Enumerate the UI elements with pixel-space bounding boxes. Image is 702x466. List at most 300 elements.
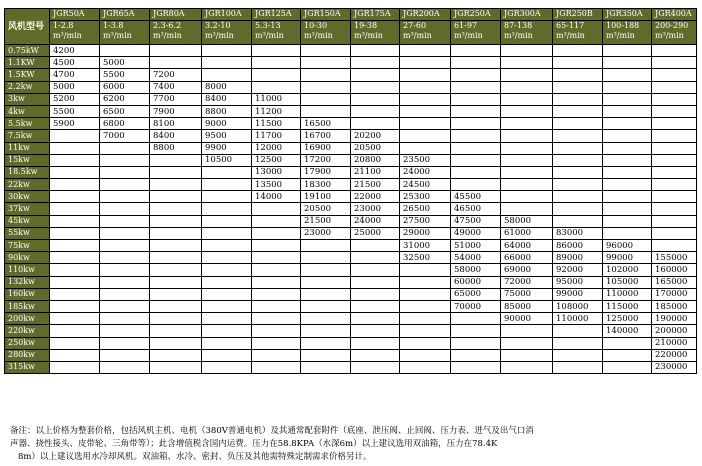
empty-cell	[202, 215, 252, 227]
table-row	[5, 215, 697, 227]
price-cell: 70000	[451, 300, 501, 312]
empty-cell	[603, 337, 652, 349]
empty-cell	[652, 130, 697, 142]
table-row	[5, 264, 697, 276]
empty-cell	[451, 313, 501, 325]
price-cell: 17200	[301, 154, 351, 166]
empty-cell	[301, 264, 351, 276]
empty-cell	[451, 81, 501, 93]
empty-cell	[100, 227, 150, 239]
empty-cell	[202, 276, 252, 288]
empty-cell	[50, 264, 100, 276]
flow-range-header: 61-97 m³/min	[451, 21, 501, 45]
empty-cell	[100, 276, 150, 288]
price-cell: 11500	[252, 118, 301, 130]
price-cell: 24500	[400, 179, 451, 191]
empty-cell	[50, 288, 100, 300]
empty-cell	[501, 45, 553, 57]
empty-cell	[301, 57, 351, 69]
table-row	[5, 325, 697, 337]
empty-cell	[501, 142, 553, 154]
empty-cell	[351, 361, 400, 373]
empty-cell	[553, 57, 603, 69]
price-cell: 47500	[451, 215, 501, 227]
empty-cell	[451, 361, 501, 373]
empty-cell	[202, 325, 252, 337]
price-cell: 49000	[451, 227, 501, 239]
empty-cell	[451, 105, 501, 117]
price-cell: 23000	[301, 227, 351, 239]
empty-cell	[150, 288, 202, 300]
empty-cell	[652, 45, 697, 57]
price-cell: 165000	[652, 276, 697, 288]
price-cell: 108000	[553, 300, 603, 312]
price-cell: 7200	[150, 69, 202, 81]
table-row	[5, 105, 697, 117]
empty-cell	[252, 69, 301, 81]
empty-cell	[202, 45, 252, 57]
table-row	[5, 69, 697, 81]
empty-cell	[202, 288, 252, 300]
price-cell: 220000	[652, 349, 697, 361]
empty-cell	[202, 227, 252, 239]
price-cell: 8400	[150, 130, 202, 142]
price-cell: 4700	[50, 69, 100, 81]
empty-cell	[301, 337, 351, 349]
empty-cell	[202, 349, 252, 361]
empty-cell	[100, 300, 150, 312]
empty-cell	[100, 179, 150, 191]
empty-cell	[100, 264, 150, 276]
price-cell: 5000	[50, 81, 100, 93]
price-cell: 4200	[50, 45, 100, 57]
empty-cell	[100, 166, 150, 178]
empty-cell	[501, 154, 553, 166]
model-header: JGR80A	[150, 9, 202, 21]
empty-cell	[50, 276, 100, 288]
empty-cell	[553, 191, 603, 203]
price-cell: 17900	[301, 166, 351, 178]
empty-cell	[400, 276, 451, 288]
price-cell: 190000	[652, 313, 697, 325]
flow-range-header: 5.3-13 m³/min	[252, 21, 301, 45]
empty-cell	[603, 227, 652, 239]
empty-cell	[100, 361, 150, 373]
model-header: JGR300A	[501, 9, 553, 21]
price-cell: 140000	[603, 325, 652, 337]
empty-cell	[301, 240, 351, 252]
empty-cell	[400, 349, 451, 361]
empty-cell	[50, 252, 100, 264]
table-row	[5, 81, 697, 93]
empty-cell	[603, 45, 652, 57]
empty-cell	[252, 215, 301, 227]
empty-cell	[351, 105, 400, 117]
model-header: JGR400A	[652, 9, 697, 21]
price-cell: 18300	[301, 179, 351, 191]
price-cell: 31000	[400, 240, 451, 252]
empty-cell	[150, 349, 202, 361]
empty-cell	[451, 166, 501, 178]
empty-cell	[553, 81, 603, 93]
empty-cell	[603, 215, 652, 227]
table-row	[5, 361, 697, 373]
flow-range-header: 200-290 m³/min	[652, 21, 697, 45]
price-cell: 61000	[501, 227, 553, 239]
price-cell: 23000	[351, 203, 400, 215]
empty-cell	[202, 252, 252, 264]
motor-power-cell: 18.5kw	[5, 166, 50, 178]
empty-cell	[202, 337, 252, 349]
motor-power-cell: 4kw	[5, 105, 50, 117]
table-row	[5, 166, 697, 178]
motor-power-cell: 110kw	[5, 264, 50, 276]
empty-cell	[652, 142, 697, 154]
footnote-line-1: 备注：以上价格为整套价格，包括风机主机、电机（380V普通电机）及其通常配套附件（底座、泄压阀、止回阀、压力表、进气及出气口消	[10, 426, 534, 436]
empty-cell	[50, 325, 100, 337]
motor-power-cell: 185kw	[5, 300, 50, 312]
empty-cell	[351, 276, 400, 288]
price-cell: 5500	[100, 69, 150, 81]
empty-cell	[252, 227, 301, 239]
motor-power-cell: 220kw	[5, 325, 50, 337]
price-cell: 58000	[501, 215, 553, 227]
empty-cell	[603, 154, 652, 166]
empty-cell	[553, 179, 603, 191]
model-header: JGR200A	[400, 9, 451, 21]
price-cell: 9500	[202, 130, 252, 142]
price-cell: 11000	[252, 93, 301, 105]
motor-power-cell: 75kw	[5, 240, 50, 252]
empty-cell	[553, 203, 603, 215]
model-header: JGR250A	[451, 9, 501, 21]
empty-cell	[501, 191, 553, 203]
empty-cell	[50, 300, 100, 312]
price-cell: 8800	[150, 142, 202, 154]
flow-range-header: 2.3-6.2 m³/min	[150, 21, 202, 45]
price-cell: 46500	[451, 203, 501, 215]
empty-cell	[301, 93, 351, 105]
price-cell: 32500	[400, 252, 451, 264]
price-cell: 6000	[100, 81, 150, 93]
price-cell: 230000	[652, 361, 697, 373]
price-cell: 20500	[351, 142, 400, 154]
price-cell: 8400	[202, 93, 252, 105]
price-cell: 24000	[400, 166, 451, 178]
empty-cell	[202, 191, 252, 203]
price-cell: 110000	[603, 288, 652, 300]
table-row	[5, 191, 697, 203]
table-row	[5, 240, 697, 252]
empty-cell	[652, 69, 697, 81]
empty-cell	[150, 227, 202, 239]
empty-cell	[451, 337, 501, 349]
empty-cell	[252, 57, 301, 69]
empty-cell	[603, 142, 652, 154]
empty-cell	[50, 191, 100, 203]
price-cell: 45500	[451, 191, 501, 203]
price-cell: 16900	[301, 142, 351, 154]
price-cell: 23500	[400, 154, 451, 166]
empty-cell	[100, 337, 150, 349]
empty-cell	[100, 325, 150, 337]
model-header: JGR175A	[351, 9, 400, 21]
empty-cell	[100, 215, 150, 227]
empty-cell	[603, 93, 652, 105]
model-header: JGR125A	[252, 9, 301, 21]
empty-cell	[100, 142, 150, 154]
model-header: JGR150A	[301, 9, 351, 21]
table-row	[5, 130, 697, 142]
price-cell: 7400	[150, 81, 202, 93]
price-cell: 8800	[202, 105, 252, 117]
empty-cell	[150, 300, 202, 312]
empty-cell	[553, 93, 603, 105]
empty-cell	[150, 203, 202, 215]
empty-cell	[50, 130, 100, 142]
empty-cell	[351, 300, 400, 312]
motor-power-cell: 250kw	[5, 337, 50, 349]
empty-cell	[50, 349, 100, 361]
empty-cell	[150, 264, 202, 276]
empty-cell	[150, 276, 202, 288]
empty-cell	[351, 118, 400, 130]
empty-cell	[351, 240, 400, 252]
empty-cell	[150, 191, 202, 203]
empty-cell	[451, 142, 501, 154]
motor-power-cell: 0.75kW	[5, 45, 50, 57]
price-cell: 21100	[351, 166, 400, 178]
price-cell: 12000	[252, 142, 301, 154]
price-cell: 110000	[553, 313, 603, 325]
empty-cell	[652, 93, 697, 105]
empty-cell	[400, 313, 451, 325]
empty-cell	[451, 154, 501, 166]
motor-power-cell: 200kw	[5, 313, 50, 325]
empty-cell	[553, 325, 603, 337]
empty-cell	[351, 337, 400, 349]
flow-range-header: 65-117 m³/min	[553, 21, 603, 45]
price-cell: 85000	[501, 300, 553, 312]
empty-cell	[652, 166, 697, 178]
price-cell: 25300	[400, 191, 451, 203]
empty-cell	[50, 313, 100, 325]
table-row	[5, 118, 697, 130]
empty-cell	[351, 325, 400, 337]
model-header: JGR65A	[100, 9, 150, 21]
empty-cell	[301, 45, 351, 57]
price-cell: 102000	[603, 264, 652, 276]
empty-cell	[451, 93, 501, 105]
price-cell: 5000	[100, 57, 150, 69]
empty-cell	[603, 179, 652, 191]
empty-cell	[553, 142, 603, 154]
motor-power-cell: 37kw	[5, 203, 50, 215]
empty-cell	[652, 240, 697, 252]
empty-cell	[652, 179, 697, 191]
empty-cell	[100, 252, 150, 264]
empty-cell	[301, 361, 351, 373]
empty-cell	[603, 69, 652, 81]
empty-cell	[252, 252, 301, 264]
empty-cell	[301, 105, 351, 117]
motor-power-cell: 30kw	[5, 191, 50, 203]
empty-cell	[451, 325, 501, 337]
empty-cell	[150, 166, 202, 178]
empty-cell	[652, 215, 697, 227]
empty-cell	[501, 203, 553, 215]
empty-cell	[451, 69, 501, 81]
flow-range-header: 19-38 m³/min	[351, 21, 400, 45]
corner-label: 风机型号	[5, 9, 50, 45]
empty-cell	[501, 166, 553, 178]
table-row	[5, 349, 697, 361]
price-cell: 5500	[50, 105, 100, 117]
empty-cell	[150, 252, 202, 264]
empty-cell	[351, 69, 400, 81]
empty-cell	[553, 69, 603, 81]
motor-power-cell: 15kw	[5, 154, 50, 166]
table-row	[5, 203, 697, 215]
empty-cell	[100, 45, 150, 57]
empty-cell	[351, 45, 400, 57]
price-cell: 160000	[652, 264, 697, 276]
empty-cell	[351, 313, 400, 325]
empty-cell	[351, 264, 400, 276]
flow-range-header: 100-188 m³/min	[603, 21, 652, 45]
empty-cell	[451, 57, 501, 69]
empty-cell	[202, 300, 252, 312]
table-header	[5, 9, 697, 45]
empty-cell	[50, 215, 100, 227]
price-cell: 115000	[603, 300, 652, 312]
model-header: JGR100A	[202, 9, 252, 21]
empty-cell	[501, 118, 553, 130]
empty-cell	[400, 45, 451, 57]
price-cell: 26500	[400, 203, 451, 215]
price-cell: 99000	[553, 288, 603, 300]
empty-cell	[301, 325, 351, 337]
motor-power-cell: 7.5kw	[5, 130, 50, 142]
price-cell: 75000	[501, 288, 553, 300]
empty-cell	[553, 105, 603, 117]
empty-cell	[100, 191, 150, 203]
price-cell: 72000	[501, 276, 553, 288]
table-row	[5, 337, 697, 349]
empty-cell	[202, 313, 252, 325]
empty-cell	[150, 325, 202, 337]
empty-cell	[50, 227, 100, 239]
empty-cell	[301, 276, 351, 288]
price-cell: 16700	[301, 130, 351, 142]
table-row	[5, 93, 697, 105]
price-cell: 99000	[603, 252, 652, 264]
empty-cell	[400, 130, 451, 142]
price-cell: 210000	[652, 337, 697, 349]
price-cell: 5900	[50, 118, 100, 130]
model-header: JGR250B	[553, 9, 603, 21]
empty-cell	[451, 179, 501, 191]
empty-cell	[150, 154, 202, 166]
empty-cell	[501, 93, 553, 105]
motor-power-cell: 3kw	[5, 93, 50, 105]
motor-power-cell: 160kw	[5, 288, 50, 300]
empty-cell	[652, 154, 697, 166]
price-cell: 6200	[100, 93, 150, 105]
footnote-line-2: 声器、挠性接头、皮带轮、三角带等）；此含增值税含国内运费。压力在58.8KPA（水深6m）以上建议选用双油箱，压力在78.4K	[10, 439, 498, 449]
empty-cell	[301, 349, 351, 361]
table-row	[5, 227, 697, 239]
price-cell: 66000	[501, 252, 553, 264]
price-cell: 54000	[451, 252, 501, 264]
empty-cell	[400, 105, 451, 117]
price-cell: 24000	[351, 215, 400, 227]
empty-cell	[400, 69, 451, 81]
top-strip	[0, 0, 702, 8]
price-cell: 19100	[301, 191, 351, 203]
empty-cell	[252, 325, 301, 337]
price-cell: 25000	[351, 227, 400, 239]
empty-cell	[501, 361, 553, 373]
empty-cell	[400, 142, 451, 154]
price-cell: 8000	[202, 81, 252, 93]
empty-cell	[202, 203, 252, 215]
empty-cell	[603, 105, 652, 117]
motor-power-cell: 132kw	[5, 276, 50, 288]
empty-cell	[652, 81, 697, 93]
motor-power-cell: 45kw	[5, 215, 50, 227]
price-cell: 10500	[202, 154, 252, 166]
motor-power-cell: 2.2kw	[5, 81, 50, 93]
table-row	[5, 252, 697, 264]
empty-cell	[351, 252, 400, 264]
empty-cell	[301, 313, 351, 325]
table-row	[5, 313, 697, 325]
empty-cell	[400, 93, 451, 105]
price-cell: 21500	[351, 179, 400, 191]
empty-cell	[603, 191, 652, 203]
price-cell: 7700	[150, 93, 202, 105]
empty-cell	[50, 240, 100, 252]
empty-cell	[603, 118, 652, 130]
empty-cell	[202, 264, 252, 276]
price-cell: 170000	[652, 288, 697, 300]
price-cell: 83000	[553, 227, 603, 239]
empty-cell	[501, 69, 553, 81]
empty-cell	[603, 130, 652, 142]
empty-cell	[202, 166, 252, 178]
empty-cell	[553, 166, 603, 178]
price-cell: 20200	[351, 130, 400, 142]
table-row	[5, 179, 697, 191]
empty-cell	[202, 69, 252, 81]
empty-cell	[553, 154, 603, 166]
table-row	[5, 57, 697, 69]
price-cell: 14000	[252, 191, 301, 203]
motor-power-cell: 1.5KW	[5, 69, 50, 81]
empty-cell	[400, 264, 451, 276]
price-cell: 155000	[652, 252, 697, 264]
empty-cell	[400, 325, 451, 337]
empty-cell	[252, 81, 301, 93]
motor-power-cell: 1.1KW	[5, 57, 50, 69]
table-row	[5, 142, 697, 154]
price-cell: 105000	[603, 276, 652, 288]
empty-cell	[652, 105, 697, 117]
price-cell: 96000	[603, 240, 652, 252]
empty-cell	[301, 288, 351, 300]
empty-cell	[100, 240, 150, 252]
